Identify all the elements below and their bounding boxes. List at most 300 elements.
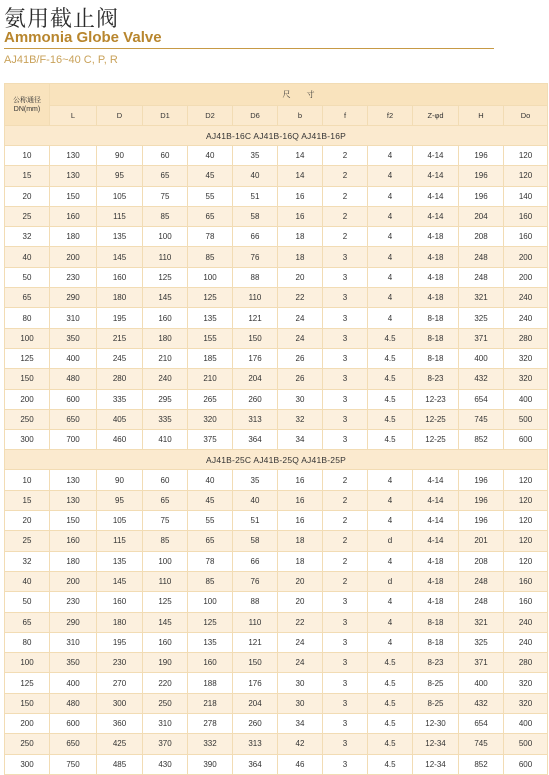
- table-cell: 650: [50, 409, 97, 429]
- table-cell: 265: [188, 389, 233, 409]
- table-cell: 325: [459, 308, 504, 328]
- table-cell: 220: [143, 673, 188, 693]
- dn-cell: 80: [5, 308, 50, 328]
- table-cell: 335: [143, 409, 188, 429]
- table-cell: 150: [233, 653, 278, 673]
- column-header: D2: [188, 106, 233, 126]
- table-cell: 2: [323, 186, 368, 206]
- dn-cell: 15: [5, 166, 50, 186]
- table-cell: 270: [97, 673, 143, 693]
- table-cell: 310: [50, 308, 97, 328]
- table-cell: 145: [143, 288, 188, 308]
- table-cell: 150: [50, 186, 97, 206]
- group-label: AJ41B-25C AJ41B-25Q AJ41B-25P: [5, 450, 548, 470]
- table-cell: 4: [368, 186, 413, 206]
- table-cell: 310: [143, 714, 188, 734]
- table-cell: 313: [233, 409, 278, 429]
- table-cell: 4: [368, 470, 413, 490]
- dn-cell: 40: [5, 247, 50, 267]
- dn-cell: 25: [5, 531, 50, 551]
- table-cell: 8-25: [413, 673, 459, 693]
- table-cell: 180: [97, 288, 143, 308]
- table-cell: 195: [97, 308, 143, 328]
- table-cell: 85: [188, 571, 233, 591]
- table-cell: 4: [368, 146, 413, 166]
- table-cell: 218: [188, 693, 233, 713]
- table-cell: 160: [50, 206, 97, 226]
- table-row: [5, 206, 548, 226]
- table-cell: 22: [278, 288, 323, 308]
- table-row: [5, 592, 548, 612]
- table-row: [5, 571, 548, 591]
- table-cell: 150: [50, 511, 97, 531]
- table-cell: 85: [188, 247, 233, 267]
- table-cell: 400: [504, 714, 548, 734]
- dn-cell: 100: [5, 653, 50, 673]
- table-cell: 278: [188, 714, 233, 734]
- table-cell: 240: [504, 612, 548, 632]
- table-cell: 4: [368, 308, 413, 328]
- table-row: [5, 612, 548, 632]
- table-cell: 121: [233, 632, 278, 652]
- table-cell: 196: [459, 146, 504, 166]
- dn-header-line2: DN(mm): [13, 105, 41, 113]
- table-cell: 4-18: [413, 551, 459, 571]
- table-cell: 4.5: [368, 430, 413, 450]
- table-row: [5, 146, 548, 166]
- table-cell: 120: [504, 531, 548, 551]
- table-cell: 4.5: [368, 673, 413, 693]
- table-cell: 75: [143, 511, 188, 531]
- dn-cell: 200: [5, 714, 50, 734]
- table-cell: 110: [143, 247, 188, 267]
- table-cell: 8-18: [413, 632, 459, 652]
- table-cell: 204: [233, 369, 278, 389]
- table-cell: 3: [323, 247, 368, 267]
- table-cell: 4.5: [368, 693, 413, 713]
- table-cell: 215: [97, 328, 143, 348]
- table-cell: 425: [97, 734, 143, 754]
- table-cell: 654: [459, 714, 504, 734]
- dn-cell: 300: [5, 754, 50, 774]
- table-cell: 248: [459, 247, 504, 267]
- table-row: [5, 653, 548, 673]
- table-cell: 600: [50, 389, 97, 409]
- table-cell: 160: [188, 653, 233, 673]
- column-header: D6: [233, 106, 278, 126]
- table-cell: 320: [504, 369, 548, 389]
- table-cell: 248: [459, 592, 504, 612]
- table-cell: 240: [504, 308, 548, 328]
- table-cell: 16: [278, 206, 323, 226]
- table-cell: 3: [323, 369, 368, 389]
- table-cell: 852: [459, 430, 504, 450]
- table-cell: 160: [97, 267, 143, 287]
- table-cell: 852: [459, 754, 504, 774]
- table-cell: 120: [504, 511, 548, 531]
- table-cell: 3: [323, 673, 368, 693]
- table-cell: 12-25: [413, 430, 459, 450]
- table-cell: 130: [50, 470, 97, 490]
- table-cell: 8-18: [413, 612, 459, 632]
- table-cell: 2: [323, 227, 368, 247]
- table-cell: 18: [278, 247, 323, 267]
- column-header: L: [50, 106, 97, 126]
- table-cell: 245: [97, 348, 143, 368]
- table-cell: 201: [459, 531, 504, 551]
- table-cell: 2: [323, 166, 368, 186]
- table-cell: 18: [278, 531, 323, 551]
- table-cell: 32: [278, 409, 323, 429]
- table-cell: 26: [278, 348, 323, 368]
- model-subtitle: AJ41B/F-16~40 C, P, R: [4, 54, 118, 66]
- table-cell: 180: [97, 612, 143, 632]
- table-cell: 51: [233, 186, 278, 206]
- table-cell: 105: [97, 186, 143, 206]
- dn-cell: 125: [5, 673, 50, 693]
- table-cell: 485: [97, 754, 143, 774]
- table-cell: 90: [97, 146, 143, 166]
- table-cell: 4-14: [413, 511, 459, 531]
- table-cell: 85: [143, 206, 188, 226]
- table-cell: 150: [233, 328, 278, 348]
- table-cell: 160: [504, 571, 548, 591]
- table-cell: 4: [368, 632, 413, 652]
- table-cell: 280: [504, 653, 548, 673]
- table-cell: 650: [50, 734, 97, 754]
- table-row: [5, 369, 548, 389]
- table-cell: 4-14: [413, 531, 459, 551]
- table-cell: 55: [188, 511, 233, 531]
- table-cell: 4.5: [368, 409, 413, 429]
- table-row: [5, 430, 548, 450]
- table-cell: 3: [323, 409, 368, 429]
- table-cell: 335: [97, 389, 143, 409]
- table-cell: 310: [50, 632, 97, 652]
- table-cell: 160: [50, 531, 97, 551]
- table-cell: 2: [323, 531, 368, 551]
- table-cell: 2: [323, 470, 368, 490]
- table-cell: 210: [188, 369, 233, 389]
- table-cell: 121: [233, 308, 278, 328]
- table-cell: 40: [233, 490, 278, 510]
- table-cell: 8-18: [413, 328, 459, 348]
- table-cell: 125: [143, 592, 188, 612]
- table-cell: 208: [459, 551, 504, 571]
- table-cell: 196: [459, 490, 504, 510]
- dn-cell: 100: [5, 328, 50, 348]
- table-row: [5, 348, 548, 368]
- table-cell: 22: [278, 612, 323, 632]
- table-cell: 240: [504, 632, 548, 652]
- table-cell: 35: [233, 146, 278, 166]
- table-cell: 371: [459, 653, 504, 673]
- table-body: [5, 126, 548, 775]
- table-cell: 3: [323, 288, 368, 308]
- dimensions-header: 尺 寸: [50, 84, 548, 106]
- table-cell: 3: [323, 267, 368, 287]
- table-cell: 200: [504, 247, 548, 267]
- table-cell: 325: [459, 632, 504, 652]
- table-cell: 8-18: [413, 308, 459, 328]
- table-cell: 135: [188, 632, 233, 652]
- table-cell: 4-18: [413, 288, 459, 308]
- table-cell: 8-23: [413, 369, 459, 389]
- table-cell: 160: [97, 592, 143, 612]
- table-cell: 230: [50, 592, 97, 612]
- table-cell: 3: [323, 308, 368, 328]
- table-cell: 4-14: [413, 470, 459, 490]
- table-cell: 4-18: [413, 592, 459, 612]
- dn-cell: 10: [5, 470, 50, 490]
- table-cell: 200: [50, 247, 97, 267]
- table-cell: 26: [278, 369, 323, 389]
- table-cell: 248: [459, 571, 504, 591]
- table-cell: 400: [504, 389, 548, 409]
- table-cell: 480: [50, 369, 97, 389]
- table-cell: 3: [323, 754, 368, 774]
- table-cell: 100: [188, 267, 233, 287]
- title-divider: [4, 48, 494, 49]
- table-cell: 364: [233, 430, 278, 450]
- table-cell: 3: [323, 632, 368, 652]
- table-cell: 375: [188, 430, 233, 450]
- dn-cell: 65: [5, 288, 50, 308]
- table-cell: 16: [278, 511, 323, 531]
- table-cell: 500: [504, 734, 548, 754]
- column-header: Z-φd: [413, 106, 459, 126]
- table-cell: 600: [504, 430, 548, 450]
- column-header: D: [97, 106, 143, 126]
- table-row: [5, 551, 548, 571]
- table-cell: 155: [188, 328, 233, 348]
- dn-cell: 40: [5, 571, 50, 591]
- table-cell: 65: [188, 206, 233, 226]
- table-row: [5, 632, 548, 652]
- table-cell: 196: [459, 186, 504, 206]
- table-cell: 176: [233, 673, 278, 693]
- table-cell: 130: [50, 146, 97, 166]
- table-cell: 4-14: [413, 166, 459, 186]
- table-cell: 230: [50, 267, 97, 287]
- table-cell: 120: [504, 490, 548, 510]
- table-row: [5, 531, 548, 551]
- dn-cell: 250: [5, 409, 50, 429]
- table-cell: 34: [278, 430, 323, 450]
- column-header: D1: [143, 106, 188, 126]
- table-cell: 320: [504, 673, 548, 693]
- table-cell: 76: [233, 247, 278, 267]
- dn-cell: 150: [5, 693, 50, 713]
- table-row: [5, 714, 548, 734]
- table-cell: 290: [50, 612, 97, 632]
- table-cell: 4.5: [368, 734, 413, 754]
- table-row: [5, 511, 548, 531]
- table-cell: 4.5: [368, 389, 413, 409]
- table-cell: 2: [323, 511, 368, 531]
- table-cell: 200: [50, 571, 97, 591]
- table-cell: 12-34: [413, 734, 459, 754]
- table-cell: 60: [143, 146, 188, 166]
- table-cell: 12-25: [413, 409, 459, 429]
- table-cell: 180: [50, 551, 97, 571]
- table-cell: 8-25: [413, 693, 459, 713]
- table-row: [5, 227, 548, 247]
- table-cell: 500: [504, 409, 548, 429]
- table-cell: 208: [459, 227, 504, 247]
- table-cell: 34: [278, 714, 323, 734]
- table-cell: 204: [233, 693, 278, 713]
- dn-cell: 250: [5, 734, 50, 754]
- table-cell: 16: [278, 470, 323, 490]
- table-cell: 120: [504, 470, 548, 490]
- table-cell: 55: [188, 186, 233, 206]
- table-cell: 160: [504, 592, 548, 612]
- column-header: f: [323, 106, 368, 126]
- table-cell: 3: [323, 714, 368, 734]
- group-header-row: [5, 450, 548, 470]
- table-cell: 4.5: [368, 369, 413, 389]
- table-cell: 20: [278, 571, 323, 591]
- dn-cell: 25: [5, 206, 50, 226]
- table-cell: 20: [278, 592, 323, 612]
- table-cell: 360: [97, 714, 143, 734]
- table-cell: 42: [278, 734, 323, 754]
- column-header-row: [5, 106, 548, 126]
- dn-cell: 150: [5, 369, 50, 389]
- table-cell: 145: [97, 571, 143, 591]
- table-cell: 600: [50, 714, 97, 734]
- table-cell: 4-18: [413, 571, 459, 591]
- table-cell: 45: [188, 490, 233, 510]
- table-cell: 58: [233, 531, 278, 551]
- table-cell: 12-34: [413, 754, 459, 774]
- table-cell: 3: [323, 328, 368, 348]
- page-title-cn: 氨用截止阀: [4, 7, 120, 32]
- table-cell: 130: [50, 166, 97, 186]
- table-cell: 2: [323, 571, 368, 591]
- table-cell: 4.5: [368, 714, 413, 734]
- table-row: [5, 693, 548, 713]
- table-cell: 290: [50, 288, 97, 308]
- table-cell: 125: [188, 612, 233, 632]
- table-cell: 4: [368, 227, 413, 247]
- dimensions-table: [4, 83, 548, 775]
- table-cell: 2: [323, 206, 368, 226]
- table-cell: 204: [459, 206, 504, 226]
- table-cell: 8-23: [413, 653, 459, 673]
- table-cell: 4.5: [368, 348, 413, 368]
- table-cell: 200: [504, 267, 548, 287]
- table-cell: 30: [278, 389, 323, 409]
- table-cell: 4-14: [413, 490, 459, 510]
- table-cell: 100: [143, 227, 188, 247]
- table-cell: 160: [504, 206, 548, 226]
- table-cell: 313: [233, 734, 278, 754]
- table-cell: 120: [504, 551, 548, 571]
- table-row: [5, 288, 548, 308]
- table-cell: 20: [278, 267, 323, 287]
- table-cell: 135: [97, 551, 143, 571]
- table-cell: 400: [50, 348, 97, 368]
- table-cell: 3: [323, 592, 368, 612]
- dn-cell: 50: [5, 592, 50, 612]
- table-row: [5, 754, 548, 774]
- table-cell: 196: [459, 166, 504, 186]
- page-title-en: Ammonia Globe Valve: [4, 29, 162, 46]
- table-cell: 8-18: [413, 348, 459, 368]
- table-cell: 24: [278, 328, 323, 348]
- dn-header: [5, 84, 50, 126]
- table-cell: 110: [233, 612, 278, 632]
- table-cell: 196: [459, 470, 504, 490]
- table-cell: 4: [368, 612, 413, 632]
- table-cell: 280: [97, 369, 143, 389]
- table-cell: 76: [233, 571, 278, 591]
- column-header: b: [278, 106, 323, 126]
- table-cell: 35: [233, 470, 278, 490]
- dn-cell: 65: [5, 612, 50, 632]
- table-cell: 295: [143, 389, 188, 409]
- column-header: f2: [368, 106, 413, 126]
- table-cell: 600: [504, 754, 548, 774]
- table-cell: 4-18: [413, 267, 459, 287]
- table-cell: 4-14: [413, 206, 459, 226]
- table-cell: 654: [459, 389, 504, 409]
- column-header: Do: [504, 106, 548, 126]
- table-cell: 120: [504, 166, 548, 186]
- table-cell: 371: [459, 328, 504, 348]
- table-cell: 160: [143, 632, 188, 652]
- table-cell: 364: [233, 754, 278, 774]
- table-cell: 350: [50, 653, 97, 673]
- table-row: [5, 247, 548, 267]
- table-cell: 195: [97, 632, 143, 652]
- table-cell: 321: [459, 612, 504, 632]
- table-row: [5, 389, 548, 409]
- table-cell: 66: [233, 227, 278, 247]
- table-cell: 16: [278, 490, 323, 510]
- table-row: [5, 490, 548, 510]
- table-cell: 95: [97, 166, 143, 186]
- table-cell: 4: [368, 206, 413, 226]
- dn-cell: 15: [5, 490, 50, 510]
- table-cell: 430: [143, 754, 188, 774]
- table-cell: 180: [50, 227, 97, 247]
- table-cell: 12-23: [413, 389, 459, 409]
- table-cell: 4.5: [368, 754, 413, 774]
- table-cell: 3: [323, 389, 368, 409]
- table-cell: d: [368, 531, 413, 551]
- table-cell: 135: [188, 308, 233, 328]
- table-cell: 320: [504, 348, 548, 368]
- table-cell: 88: [233, 267, 278, 287]
- table-cell: 750: [50, 754, 97, 774]
- table-cell: 160: [504, 227, 548, 247]
- table-cell: 4-18: [413, 247, 459, 267]
- table-cell: 320: [188, 409, 233, 429]
- table-cell: 66: [233, 551, 278, 571]
- table-row: [5, 470, 548, 490]
- dn-cell: 32: [5, 227, 50, 247]
- table-cell: 135: [97, 227, 143, 247]
- table-cell: 196: [459, 511, 504, 531]
- table-cell: 24: [278, 308, 323, 328]
- table-cell: 280: [504, 328, 548, 348]
- table-cell: 250: [143, 693, 188, 713]
- table-cell: 4: [368, 166, 413, 186]
- group-label: AJ41B-16C AJ41B-16Q AJ41B-16P: [5, 126, 548, 146]
